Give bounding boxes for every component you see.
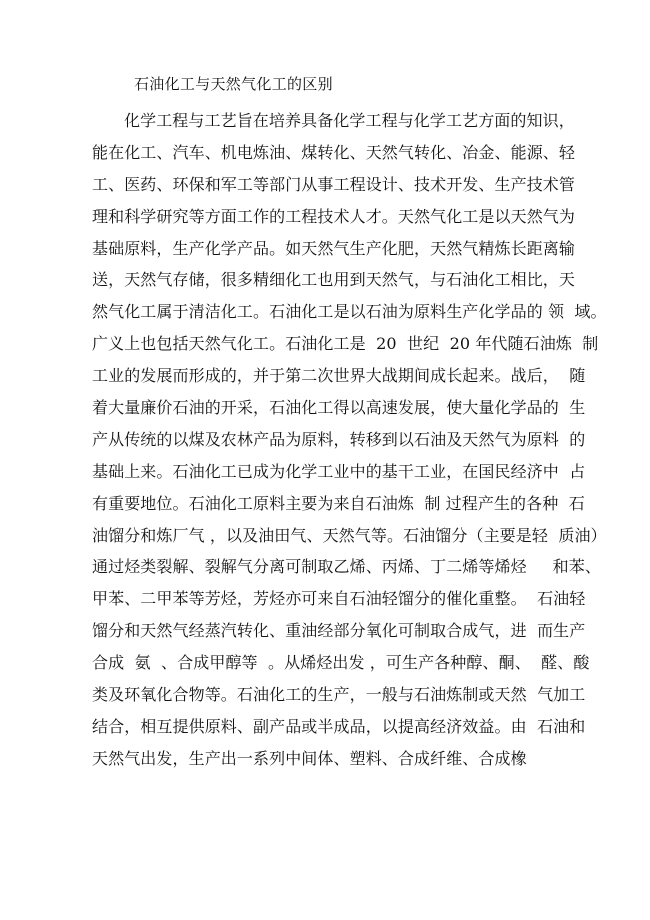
paragraph-line: 送，天然气存储，很多精细化工也用到天然气，与石油化工相比，天 — [92, 270, 576, 290]
document-title: 石油化工与天然气化工的区别 — [134, 75, 333, 93]
paragraph-line: 化学工程与工艺旨在培养具备化学工程与化学工艺方面的知识， — [124, 111, 575, 130]
document-body — [92, 105, 607, 775]
paragraph-line: 油馏分和炼厂气 ，以及油田气、天然气等。石油馏分（主要是轻 质油） — [92, 525, 607, 545]
paragraph-line: 工业的发展而形成的，并于第二次世界大战期间成长起来。战后， 随 — [92, 366, 586, 386]
paragraph-line: 能在化工、汽车、机电炼油、煤转化、天然气转化、冶金、能源、轻 — [92, 142, 576, 162]
paragraph-line: 然气化工属于清洁化工。石油化工是以石油为原料生产化学品的 领 域。 — [92, 302, 607, 322]
paragraph-line: 合成 氨 、合成甲醇等 。从烯烃出发 ，可生产各种醇、酮、 醛、酸 — [92, 653, 590, 673]
paragraph-line: 通过烃类裂解、裂解气分离可制取乙烯、丙烯、丁二烯等烯烃 和苯、 — [92, 557, 601, 577]
paragraph-line: 工、医药、环保和军工等部门从事工程设计、技术开发、生产技术管 — [92, 174, 576, 194]
paragraph-line: 有重要地位。石油化工原料主要为来自石油炼 制 过程产生的各种 石 — [92, 493, 585, 513]
paragraph-line: 结合，相互提供原料、副产品或半成品，以提高经济效益。由 石油和 — [92, 716, 586, 736]
paragraph-line: 天然气出发，生产出一系列中间体、塑料、合成纤维、合成橡 — [92, 748, 527, 768]
paragraph-line: 产从传统的以煤及农林产品为原料，转移到以石油及天然气为原料 的 — [92, 429, 586, 449]
paragraph-line: 甲苯、二甲苯等芳烃，芳烃亦可来自石油轻馏分的催化重整。 石油轻 — [92, 589, 586, 609]
paragraph-line: 着大量廉价石油的开采，石油化工得以高速发展，使大量化学品的 生 — [92, 398, 586, 418]
paragraph-line: 广义上也包括天然气化工。石油化工是 20 世纪 20 年代随石油炼 制 — [92, 334, 599, 354]
paragraph-line: 类及环氧化合物等。石油化工的生产，一般与石油炼制或天然 气加工 — [92, 685, 586, 705]
paragraph-line: 理和科学研究等方面工作的工程技术人才。天然气化工是以天然气为 — [92, 206, 576, 226]
paragraph-line: 馏分和天然气经蒸汽转化、重油经部分氧化可制取合成气，进 而生产 — [92, 621, 586, 641]
paragraph-line: 基础上来。石油化工已成为化学工业中的基干工业，在国民经济中 占 — [92, 461, 586, 481]
paragraph-line: 基础原料，生产化学产品。如天然气生产化肥，天然气精炼长距离输 — [92, 238, 576, 258]
